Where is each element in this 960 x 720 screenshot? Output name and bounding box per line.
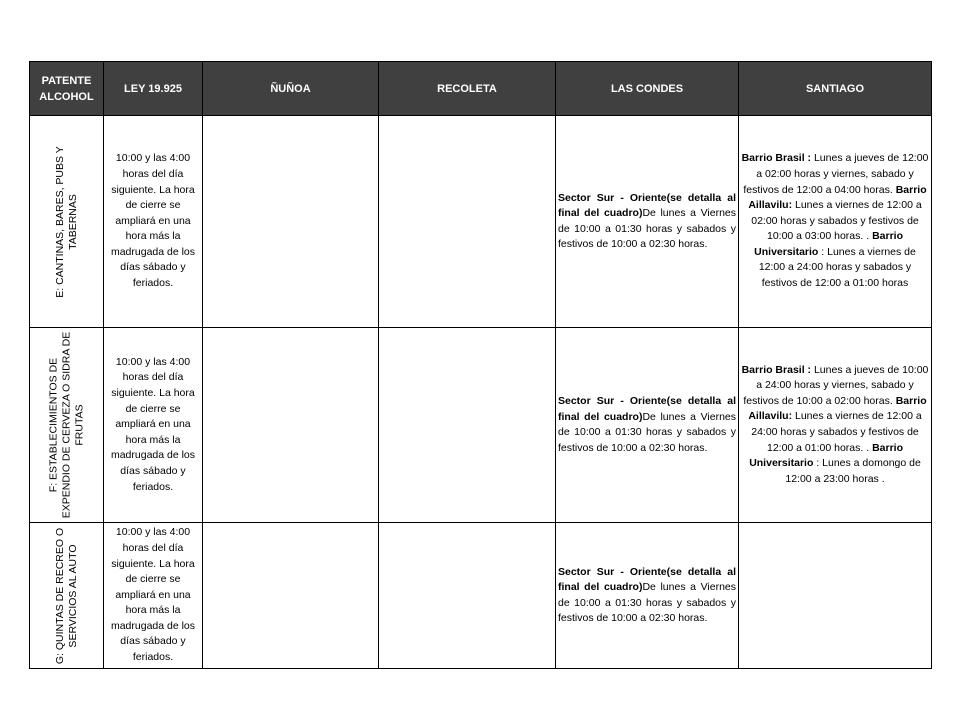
patentes-table <box>29 61 932 669</box>
barrio-universitario-label: Barrio Universitario <box>749 441 903 470</box>
las-condes-cell <box>556 328 739 523</box>
nunoa-cell <box>203 523 379 669</box>
patente-label: G: QUINTAS DE RECREO O SERVICIOS AL AUTO <box>53 527 79 664</box>
recoleta-cell <box>379 116 556 328</box>
nunoa-cell <box>203 116 379 328</box>
patente-cell <box>30 523 104 669</box>
recoleta-cell <box>379 328 556 523</box>
las-condes-cell <box>556 523 739 669</box>
table-row <box>30 116 932 328</box>
sector-label: Sector Sur - Oriente(se detalla al final del cuadro) <box>558 191 736 219</box>
header-patente: PATENTE ALCOHOL <box>30 62 104 116</box>
header-recoleta: RECOLETA <box>379 62 556 116</box>
header-ley: LEY 19.925 <box>104 62 203 116</box>
ley-cell: 10:00 y las 4:00 horas del día siguiente. La hora de cierre se ampliará en una hora más la madrugada de los días sábado y feriados. <box>104 523 203 669</box>
barrio-universitario-text: : Lunes a domongo de 12:00 a 23:00 horas . <box>785 457 921 485</box>
barrio-aillavilu-label: Barrio Aillavilu: <box>748 394 927 423</box>
santiago-cell <box>739 328 932 523</box>
barrio-brasil-text: Lunes a jueves de 12:00 a 02:00 horas y viernes, sabado y festivos de 12:00 a 04:00 horas. <box>743 152 929 196</box>
horario-text: De lunes a Viernes de 10:00 a 01:30 horas y sabados y festivos de 10:00 a 02:30 horas. <box>558 581 737 624</box>
sector-label: Sector Sur - Oriente(se detalla al final del cuadro) <box>558 395 736 423</box>
barrio-brasil-label: Barrio Brasil : <box>741 363 812 376</box>
barrio-brasil-text: Lunes a jueves de 10:00 a 24:00 horas y viernes, sabado y festivos de 10:00 a 02:00 horas. <box>743 363 929 407</box>
header-nunoa: ÑUÑOA <box>203 62 379 116</box>
patente-cell <box>30 328 104 523</box>
barrio-universitario-label: Barrio Universitario <box>754 230 903 258</box>
recoleta-cell <box>379 523 556 669</box>
patente-label: E: CANTINAS, BARES, PUBS Y TABERNAS <box>53 145 79 298</box>
patente-label: F: ESTABLECIMIENTOS DE EXPENDIO DE CERVEZA O SIDRA DE FRUTAS <box>47 331 85 519</box>
barrio-aillavilu-text: Lunes a viernes de 12:00 a 02:00 horas y sabados y festivos de 10:00 a 03:00 horas. . <box>751 199 922 243</box>
header-las-condes: LAS CONDES <box>556 62 739 116</box>
sector-label: Sector Sur - Oriente(se detalla al final del cuadro) <box>558 565 736 593</box>
horario-text: De lunes a Viernes de 10:00 a 01:30 horas y sabados y festivos de 10:00 a 02:30 horas. <box>558 410 737 454</box>
table-row <box>30 328 932 523</box>
las-condes-cell <box>556 116 739 328</box>
header-santiago: SANTIAGO <box>739 62 932 116</box>
table-row <box>30 523 932 669</box>
santiago-cell <box>739 116 932 328</box>
ley-cell: 10:00 y las 4:00 horas del día siguiente. La hora de cierre se ampliará en una hora más la madrugada de los días sábado y feriados. <box>104 328 203 523</box>
nunoa-cell <box>203 328 379 523</box>
barrio-brasil-label: Barrio Brasil : <box>741 152 812 165</box>
horario-text: De lunes a Viernes de 10:00 a 01:30 horas y sabados y festivos de 10:00 a 02:30 horas. <box>558 207 737 250</box>
barrio-aillavilu-label: Barrio Aillavilu: <box>748 183 927 212</box>
barrio-universitario-text: : Lunes a viernes de 12:00 a 24:00 horas y sabados y festivos de 12:00 a 01:00 horas <box>758 245 916 290</box>
barrio-aillavilu-text: Lunes a viernes de 12:00 a 24:00 horas y sabados y festivos de 12:00 a 01:00 horas. . <box>751 410 922 454</box>
santiago-cell <box>739 523 932 669</box>
header-row <box>30 62 932 116</box>
ley-cell: 10:00 y las 4:00 horas del día siguiente. La hora de cierre se ampliará en una hora más la madrugada de los días sábado y feriados. <box>104 116 203 328</box>
patente-cell <box>30 116 104 328</box>
